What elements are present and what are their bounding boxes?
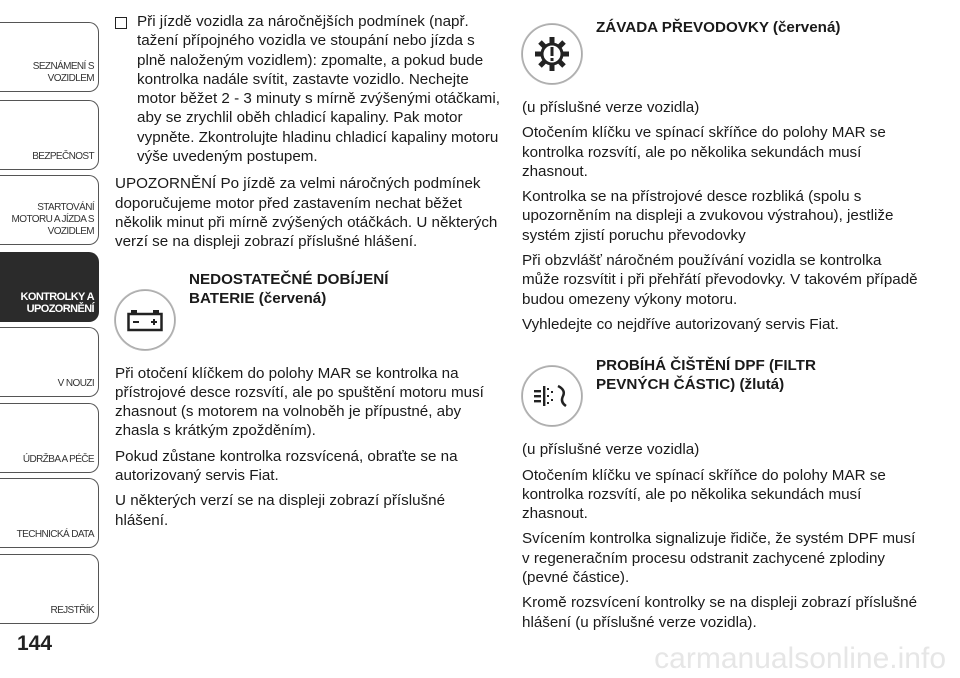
checkbox-bullet-icon <box>115 17 127 29</box>
battery-section-heading <box>115 270 500 350</box>
battery-paragraph-1: Při otočení klíčkem do polohy MAR se kontrolka na přístrojové desce rozsvítí, ale po spuštění motoru musí zhasnout (s motorem na volnoběh je přípustné, aby zhasla s krátkým zpožděním). <box>115 364 484 440</box>
left-column <box>115 12 500 536</box>
tab-seznameni[interactable] <box>0 22 99 92</box>
bullet-item <box>115 12 500 174</box>
gearbox-heading: ZÁVADA PŘEVODOVKY (červená) <box>596 19 841 36</box>
tab-label: REJSTŘÍK <box>50 605 94 616</box>
dpf-paragraph-4: Kromě rozsvícení kontrolky se na displeji zobrazí příslušné hlášení (u příslušné verze vozidla). <box>522 594 918 631</box>
tab-label: STARTOVÁNÍ MOTORU A JÍZDA S VOZIDLEM <box>11 202 94 237</box>
tab-label: ÚDRŽBA A PÉČE <box>22 454 94 465</box>
dpf-paragraph-1: (u příslušné verze vozidla) <box>522 441 700 459</box>
tab-label: SEZNÁMENÍ S VOZIDLEM <box>32 61 94 84</box>
page-number: 144 <box>17 632 53 655</box>
warning-text: UPOZORNĚNÍ Po jízdě za velmi náročných podmínek doporučujeme motor před zastavením nechat běžet několik minut při mírně zvýšených otáčkách. U některých verzí se na displeji zobrazí příslušné hlášení. <box>115 175 498 251</box>
tab-technicka-data[interactable] <box>0 478 99 548</box>
tab-kontrolky[interactable] <box>0 252 99 322</box>
tab-label: BEZPEČNOST <box>32 151 94 162</box>
dpf-paragraph-2: Otočením klíčku ve spínací skříňce do polohy MAR se kontrolka rozsvítí, ale po několika sekundách musí zhasnout. <box>522 466 886 523</box>
tab-startovani[interactable] <box>0 175 99 245</box>
tab-udrzba[interactable] <box>0 403 99 473</box>
dpf-section-heading <box>522 354 922 426</box>
tab-label: TECHNICKÁ DATA <box>16 529 94 540</box>
dpf-filter-icon <box>522 366 582 426</box>
chapter-sidebar <box>0 0 100 678</box>
gearbox-paragraph-1: (u příslušné verze vozidla) <box>522 99 700 116</box>
tab-label: KONTROLKY A UPOZORNĚNÍ <box>20 291 94 315</box>
gearbox-paragraph-3: Kontrolka se na přístrojové desce rozbliká (spolu s upozorněním na displeji a zvukovou výstrahou), jestliže systém zjistí poruchu převodovky <box>522 188 894 244</box>
gearbox-fault-icon <box>522 24 582 84</box>
tab-bezpecnost[interactable] <box>0 100 99 170</box>
dpf-heading: PROBÍHÁ ČIŠTĚNÍ DPF (FILTR PEVNÝCH ČÁSTIC) (žlutá) <box>596 357 816 394</box>
gearbox-paragraph-4: Při obzvlášť náročném používání vozidla se kontrolka může rozsvítit i při přehřátí převodovky. V takovém případě budou omezeny výkony motoru. <box>522 252 918 308</box>
tab-label: V NOUZI <box>57 378 94 389</box>
gearbox-paragraph-2: Otočením klíčku ve spínací skříňce do polohy MAR se kontrolka rozsvítí, ale po několika sekundách musí zhasnout. <box>522 124 886 180</box>
battery-paragraph-2: Pokud zůstane kontrolka rozsvícená, obraťte se na autorizovaný servis Fiat. <box>115 447 458 485</box>
tab-v-nouzi[interactable] <box>0 327 99 397</box>
tab-rejstrik[interactable] <box>0 554 99 624</box>
watermark: carmanualsonline.info <box>654 642 946 675</box>
right-column <box>522 16 922 638</box>
battery-heading: NEDOSTATEČNÉ DOBÍJENÍ BATERIE (červená) <box>189 270 389 307</box>
battery-paragraph-3: U některých verzí se na displeji zobrazí příslušné hlášení. <box>115 492 446 529</box>
bullet-text: Při jízdě vozidla za náročnějších podmínek (např. tažení přípojného vozidla ve stoupání nebo jízda s plně naloženým vozidlem): zpomalte, a pokud bude kontrolka nadále svítit, zastavte vozidlo. Nechejte motor běžet 2 - 3 minuty s mírně zvýšenými otáčkami, aby se zrychlil oběh chladicí kapaliny. Pak motor vypněte. Zkontrolujte hladinu chladicí kapaliny motoru výše uvedeným postupem. <box>137 13 500 166</box>
battery-icon <box>115 290 175 350</box>
gearbox-section-heading <box>522 16 922 84</box>
gearbox-paragraph-5: Vyhledejte co nejdříve autorizovaný servis Fiat. <box>522 315 839 333</box>
dpf-paragraph-3: Svícením kontrolka signalizuje řidiče, že systém DPF musí v regeneračním procesu odstranit zachycené zplodiny (pevné částice). <box>522 530 916 587</box>
